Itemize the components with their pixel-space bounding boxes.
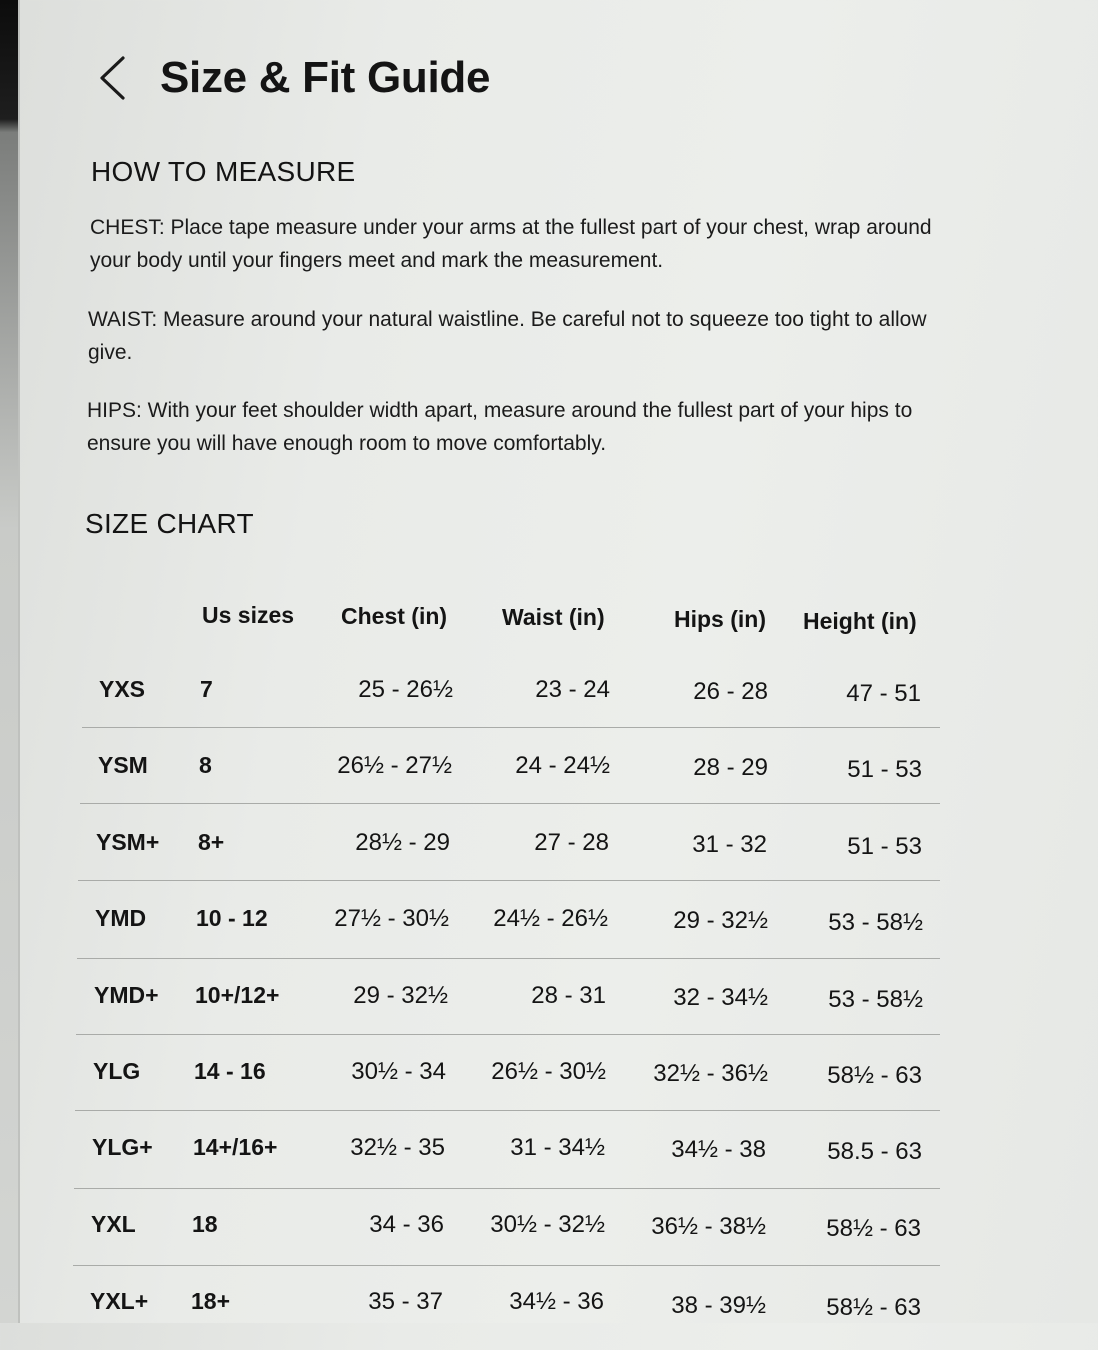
- cell-chest: 35 - 37: [368, 1288, 443, 1315]
- row-divider: [82, 727, 940, 728]
- row-divider: [80, 803, 940, 804]
- page-header: [92, 48, 490, 108]
- how-to-measure-heading: HOW TO MEASURE: [91, 156, 356, 187]
- column-us-sizes: Us sizes: [202, 602, 295, 628]
- size-chart-heading: SIZE CHART: [85, 508, 254, 539]
- row-divider: [73, 1265, 940, 1266]
- cell-size: YMD: [95, 905, 147, 931]
- cell-hips: 32½ - 36½: [653, 1060, 768, 1087]
- row-divider: [76, 1034, 940, 1035]
- waist-line-1: WAIST: Measure around your natural waistline. Be careful not to squeeze too tight to allow: [88, 308, 927, 331]
- row-divider: [77, 958, 940, 959]
- cell-waist: 26½ - 30½: [491, 1058, 606, 1085]
- cell-height: 51 - 53: [847, 756, 922, 783]
- column-height: Height (in): [803, 608, 917, 634]
- cell-us-size: 14 - 16: [194, 1058, 266, 1084]
- cell-chest: 30½ - 34: [351, 1058, 446, 1085]
- cell-height: 58½ - 63: [826, 1294, 921, 1321]
- cell-us-size: 7: [200, 676, 213, 702]
- cell-hips: 36½ - 38½: [651, 1213, 766, 1240]
- row-divider: [78, 880, 940, 881]
- cell-waist: 30½ - 32½: [490, 1211, 605, 1238]
- cell-chest: 32½ - 35: [350, 1134, 445, 1161]
- cell-hips: 31 - 32: [692, 831, 767, 858]
- cell-us-size: 18: [192, 1211, 218, 1237]
- column-hips: Hips (in): [674, 606, 766, 632]
- cell-size: YMD+: [94, 982, 159, 1008]
- table-row: [0, 1120, 1098, 1196]
- row-divider: [75, 1110, 940, 1111]
- cell-height: 51 - 53: [847, 833, 922, 860]
- chevron-left-icon: [97, 55, 127, 101]
- cell-size: YLG: [93, 1058, 141, 1084]
- table-row: [0, 1197, 1098, 1273]
- table-row: [0, 1274, 1098, 1350]
- chest-line-1: CHEST: Place tape measure under your arms at the fullest part of your chest, wrap around: [90, 216, 932, 239]
- hips-line-1: HIPS: With your feet shoulder width apart, measure around the fullest part of your hips to: [87, 399, 913, 422]
- cell-chest: 29 - 32½: [353, 982, 448, 1009]
- cell-height: 58½ - 63: [827, 1062, 922, 1089]
- cell-us-size: 14+/16+: [193, 1134, 278, 1160]
- cell-us-size: 18+: [191, 1288, 231, 1314]
- cell-size: YLG+: [92, 1134, 153, 1160]
- cell-waist: 27 - 28: [534, 829, 609, 856]
- cell-chest: 26½ - 27½: [337, 752, 452, 779]
- cell-hips: 38 - 39½: [671, 1292, 766, 1319]
- cell-hips: 28 - 29: [693, 754, 768, 781]
- size-chart-header-row: [0, 598, 1098, 642]
- chest-line-2: your body until your fingers meet and mark the measurement.: [90, 249, 664, 272]
- back-button[interactable]: [92, 50, 132, 106]
- waist-line-2: give.: [88, 341, 133, 364]
- cell-waist: 28 - 31: [531, 982, 606, 1009]
- cell-hips: 34½ - 38: [671, 1136, 766, 1163]
- cell-us-size: 10 - 12: [196, 905, 268, 931]
- cell-height: 53 - 58½: [828, 909, 923, 936]
- cell-waist: 24 - 24½: [515, 752, 610, 779]
- hips-instructions: [87, 394, 977, 460]
- cell-hips: 26 - 28: [693, 678, 768, 705]
- cell-waist: 23 - 24: [535, 676, 610, 703]
- cell-waist: 34½ - 36: [509, 1288, 604, 1315]
- cell-waist: 31 - 34½: [510, 1134, 605, 1161]
- cell-chest: 28½ - 29: [355, 829, 450, 856]
- cell-height: 58½ - 63: [826, 1215, 921, 1242]
- cell-us-size: 8: [199, 752, 212, 778]
- cell-size: YXL: [91, 1211, 136, 1237]
- column-waist: Waist (in): [502, 604, 605, 630]
- cell-chest: 34 - 36: [369, 1211, 444, 1238]
- table-row: [0, 968, 1098, 1044]
- cell-us-size: 10+/12+: [195, 982, 280, 1008]
- cell-waist: 24½ - 26½: [493, 905, 608, 932]
- cell-height: 47 - 51: [846, 680, 921, 707]
- cell-chest: 27½ - 30½: [334, 905, 449, 932]
- cell-hips: 32 - 34½: [673, 984, 768, 1011]
- table-row: [0, 891, 1098, 967]
- chest-instructions: [90, 211, 980, 277]
- hips-line-2: ensure you will have enough room to move comfortably.: [87, 432, 607, 455]
- cell-us-size: 8+: [198, 829, 225, 855]
- column-chest: Chest (in): [341, 603, 448, 629]
- cell-hips: 29 - 32½: [673, 907, 768, 934]
- waist-instructions: [88, 303, 978, 369]
- row-divider: [74, 1188, 940, 1189]
- cell-size: YSM: [98, 752, 148, 778]
- cell-chest: 25 - 26½: [358, 676, 453, 703]
- cell-size: YXL+: [90, 1288, 149, 1314]
- page-title: Size & Fit Guide: [160, 53, 491, 102]
- cell-size: YXS: [99, 676, 146, 702]
- cell-height: 53 - 58½: [828, 986, 923, 1013]
- table-row: [0, 1044, 1098, 1120]
- cell-height: 58.5 - 63: [827, 1138, 922, 1165]
- cell-size: YSM+: [96, 829, 160, 855]
